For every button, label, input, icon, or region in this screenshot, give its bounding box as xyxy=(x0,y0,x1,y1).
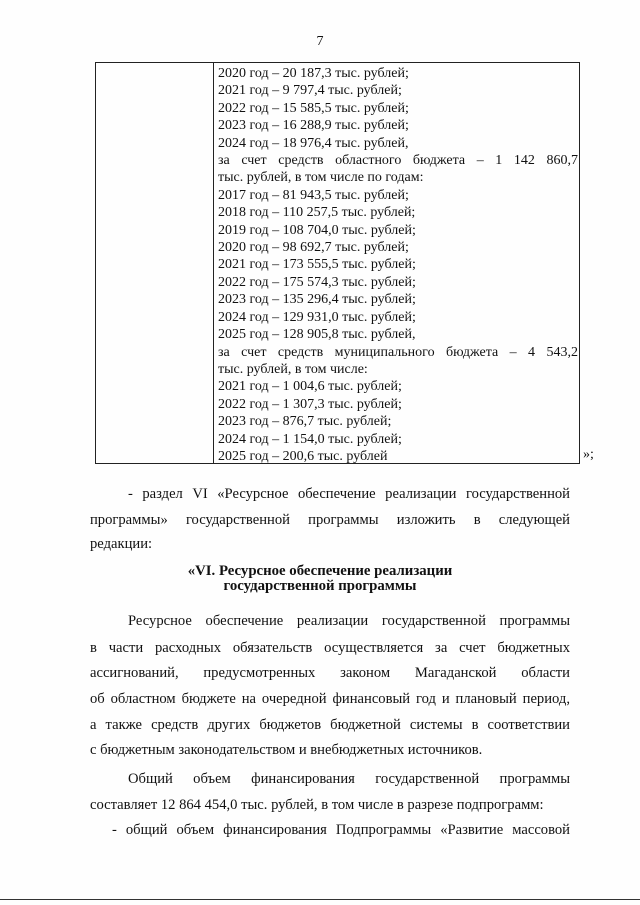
table-line: тыс. рублей, в том числе по годам: xyxy=(218,170,424,186)
table-line: 2025 год – 128 905,8 тыс. рублей, xyxy=(218,327,416,343)
table-line: за счет средств муниципального бюджета – 4 543,2 xyxy=(218,344,578,360)
intro-line: редакции: xyxy=(90,536,153,552)
paragraph-line: составляет 12 864 454,0 тыс. рублей, в том числе в разрезе подпрограмм: xyxy=(90,797,544,813)
page-number: 7 xyxy=(316,34,324,49)
table-column-divider xyxy=(213,63,214,463)
paragraph-line: Ресурсное обеспечение реализации государственной программы xyxy=(128,613,570,629)
table-line: 2020 год – 20 187,3 тыс. рублей; xyxy=(218,66,409,81)
table-line: 2020 год – 98 692,7 тыс. рублей; xyxy=(218,240,409,256)
section-heading: государственной программы xyxy=(223,578,417,594)
paragraph-line: в части расходных обязательств осуществляется за счет бюджетных xyxy=(90,640,570,656)
paragraph-line: - общий объем финансирования Подпрограммы «Развитие массовой xyxy=(112,822,570,838)
table-line: 2024 год – 1 154,0 тыс. рублей; xyxy=(218,431,402,447)
page-bottom-edge xyxy=(0,899,640,900)
paragraph-line: Общий объем финансирования государственной программы xyxy=(128,771,570,787)
paragraph-line: а также средств других бюджетов бюджетной системы в соответствии xyxy=(90,717,570,733)
table-line: 2025 год – 200,6 тыс. рублей xyxy=(218,448,388,464)
table-line: 2022 год – 15 585,5 тыс. рублей; xyxy=(218,100,409,116)
table-line: тыс. рублей, в том числе: xyxy=(218,361,368,377)
table-line: 2021 год – 9 797,4 тыс. рублей; xyxy=(218,83,402,99)
table-line: 2023 год – 16 288,9 тыс. рублей; xyxy=(218,118,409,134)
intro-line: - раздел VI «Ресурсное обеспечение реализации государственной xyxy=(128,486,570,502)
table-line: 2017 год – 81 943,5 тыс. рублей; xyxy=(218,187,409,203)
paragraph-line: об областном бюджете на очередной финансовый год и плановый период, xyxy=(90,691,570,707)
table-line: 2024 год – 129 931,0 тыс. рублей; xyxy=(218,309,416,325)
table-line: 2023 год – 135 296,4 тыс. рублей; xyxy=(218,292,416,308)
table-closing-quote: »; xyxy=(583,447,594,462)
funding-table xyxy=(95,62,580,464)
table-line: 2021 год – 173 555,5 тыс. рублей; xyxy=(218,257,416,273)
paragraph-line: с бюджетным законодательством и внебюджетных источников. xyxy=(90,742,483,758)
paragraph-line: ассигнований, предусмотренных законом Магаданской области xyxy=(90,665,570,681)
table-line: 2019 год – 108 704,0 тыс. рублей; xyxy=(218,222,416,238)
table-line: 2021 год – 1 004,6 тыс. рублей; xyxy=(218,379,402,395)
table-line: 2024 год – 18 976,4 тыс. рублей, xyxy=(218,135,409,151)
table-cell-funding-text xyxy=(218,65,578,465)
table-line: за счет средств областного бюджета – 1 142 860,7 xyxy=(218,153,578,169)
section-heading: «VI. Ресурсное обеспечение реализации xyxy=(187,563,453,579)
table-line: 2022 год – 175 574,3 тыс. рублей; xyxy=(218,274,416,290)
table-line: 2018 год – 110 257,5 тыс. рублей; xyxy=(218,205,416,221)
intro-line: программы» государственной программы изложить в следующей xyxy=(90,512,570,528)
table-line: 2023 год – 876,7 тыс. рублей; xyxy=(218,414,392,430)
table-line: 2022 год – 1 307,3 тыс. рублей; xyxy=(218,396,402,412)
